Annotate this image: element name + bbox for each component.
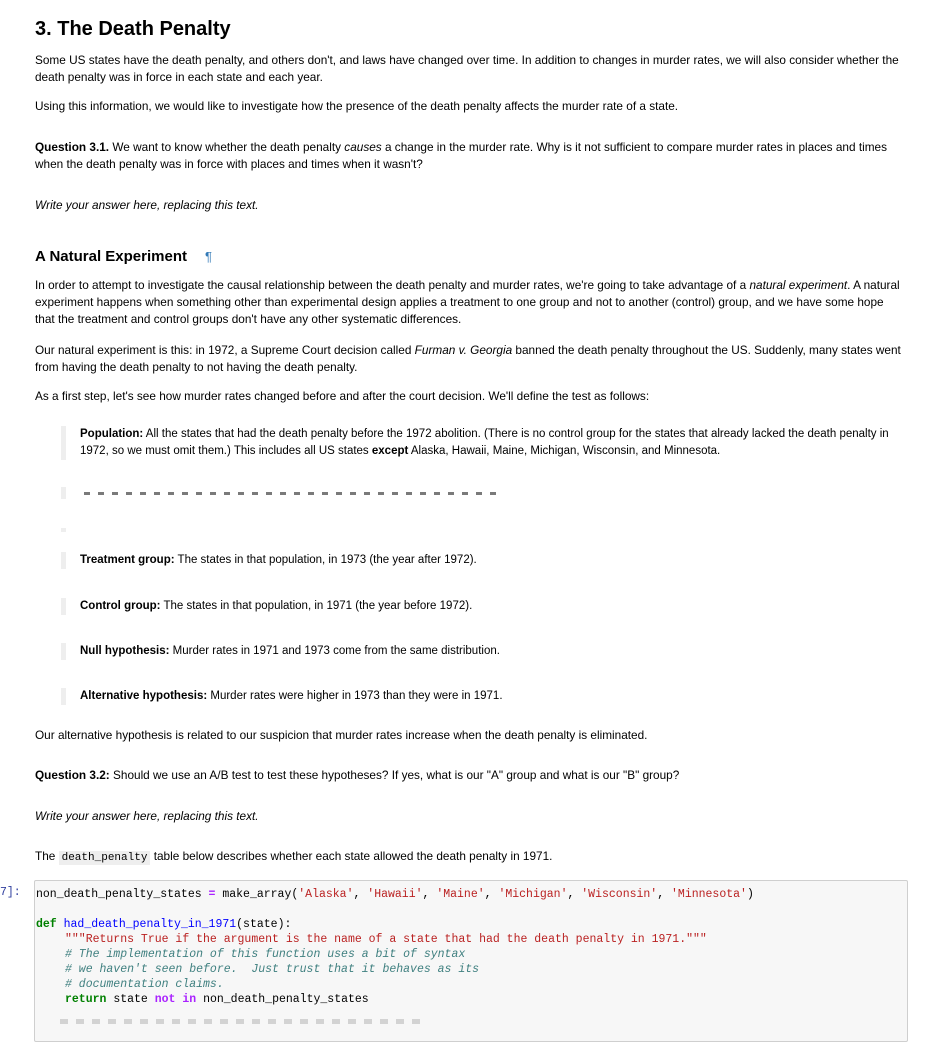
table-description-a: The <box>35 849 59 863</box>
table-description <box>35 848 905 867</box>
return-keyword: return <box>65 993 107 1006</box>
population-text-b: Alaska, Hawaii, Maine, Michigan, Wisconsin, and Minnesota. <box>408 445 721 457</box>
rendering-artifact <box>61 487 506 499</box>
question-3-1 <box>35 139 905 173</box>
intro-paragraph-1: Some US states have the death penalty, and others don't, and laws have changed over time. In addition to changes in murder rates, we will also consider whether the death penalty was in force in each state and each year. <box>35 53 899 84</box>
anchor-link-icon[interactable]: ¶ <box>205 249 212 264</box>
question-3-2 <box>35 767 905 784</box>
treatment-text: The states in that population, in 1973 (the year after 1972). <box>174 554 477 566</box>
code-line-def <box>35 917 291 932</box>
ne-p1-emphasis: natural experiment <box>749 278 848 292</box>
treatment-label: Treatment group: <box>80 554 175 566</box>
alt-label: Alternative hypothesis: <box>80 690 208 702</box>
natural-experiment-paragraph-3: As a first step, let's see how murder rates changed before and after the court decision. We'll define the test as follows: <box>35 389 650 403</box>
question-3-1-label: Question 3.1. <box>35 140 110 154</box>
table-description-b: table below describes whether each state allowed the death penalty in 1971. <box>150 849 553 863</box>
table-name-code: death_penalty <box>59 851 151 865</box>
state-wisconsin: 'Wisconsin' <box>581 888 658 901</box>
in-keyword: in <box>182 993 197 1006</box>
natural-experiment-paragraph-1 <box>35 277 905 328</box>
control-label: Control group: <box>80 600 161 612</box>
ne-p2-b: banned the death penalty throughout the US. Suddenly, many states went from having the death penalty to not having the death penalty. <box>35 343 901 374</box>
return-target: non_death_penalty_states <box>196 993 369 1006</box>
null-text: Murder rates in 1971 and 1973 come from the same distribution. <box>169 645 500 657</box>
state-michigan: 'Michigan' <box>498 888 568 901</box>
intro-paragraph-2: Using this information, we would like to investigate how the presence of the death penalty affects the murder rate of a state. <box>35 99 679 113</box>
ne-p2-a: Our natural experiment is this: in 1972, a Supreme Court decision called <box>35 343 415 357</box>
natural-experiment-heading <box>35 248 212 265</box>
control-text: The states in that population, in 1971 (the year before 1972). <box>160 600 473 612</box>
question-3-2-text: Should we use an A/B test to test these hypotheses? If yes, what is our "A" group and what is our "B" group? <box>109 768 680 782</box>
state-maine: 'Maine' <box>436 888 485 901</box>
question-3-1-text-b: a change in the murder rate. Why is it not sufficient to compare murder rates in places and times when the death penalty was in force with places and times when it wasn't? <box>35 140 888 171</box>
natural-experiment-paragraph-2 <box>35 342 905 376</box>
code-var-name: non_death_penalty_states <box>36 888 209 901</box>
section-title: 3. The Death Penalty <box>35 18 231 40</box>
function-name: had_death_penalty_in_1971 <box>63 918 237 931</box>
cut-off-code-line <box>60 1019 420 1024</box>
alternative-hypothesis-note: Our alternative hypothesis is related to our suspicion that murder rates increase when the death penalty is eliminated. <box>35 728 648 742</box>
population-label: Population: <box>80 428 144 440</box>
code-close-paren: ) <box>746 888 754 901</box>
null-label: Null hypothesis: <box>80 645 170 657</box>
code-line-return <box>65 992 369 1007</box>
ne-p2-case-name: Furman v. Georgia <box>414 343 513 357</box>
code-equals: = <box>208 888 216 901</box>
code-comment-2: # we haven't seen before. Just trust that it behaves as its <box>65 963 480 976</box>
state-minnesota: 'Minnesota' <box>671 888 747 901</box>
state-hawaii: 'Hawaii' <box>367 888 423 901</box>
rendering-artifact-strip <box>84 492 504 495</box>
natural-experiment-heading-text: A Natural Experiment <box>35 248 187 265</box>
population-except: except <box>371 445 409 457</box>
ne-p1-b: . A natural experiment happens when something other than experimental design applies a treatment to one group and not to another (control) group, and we have some hope that the treatment and control groups don't have any other systematic differences. <box>35 278 900 326</box>
alt-text: Murder rates were higher in 1973 than they were in 1971. <box>207 690 503 702</box>
cell-prompt: 7]: <box>0 886 21 899</box>
code-cell[interactable] <box>34 880 908 1042</box>
question-3-1-emphasis: causes <box>344 140 382 154</box>
question-3-2-label: Question 3.2: <box>35 768 110 782</box>
answer-placeholder-3-1[interactable]: Write your answer here, replacing this text. <box>35 198 259 212</box>
ne-p1-a: In order to attempt to investigate the causal relationship between the death penalty and murder rates, we're going to take advantage of a <box>35 278 750 292</box>
code-docstring: """Returns True if the argument is the name of a state that had the death penalty in 1971.""" <box>65 933 707 946</box>
function-args: (state): <box>236 918 292 931</box>
control-definition <box>61 598 900 615</box>
not-keyword: not <box>154 993 176 1006</box>
alternative-hypothesis-definition <box>61 688 900 705</box>
answer-placeholder-3-2[interactable]: Write your answer here, replacing this text. <box>35 809 259 823</box>
code-comment-1: # The implementation of this function uses a bit of syntax <box>65 948 466 961</box>
def-keyword: def <box>36 918 57 931</box>
code-line-array: non_death_penalty_states = make_array('Alaska', 'Hawaii', 'Maine', 'Michigan', 'Wisconsin', 'Minnesota') <box>36 888 754 901</box>
treatment-definition <box>61 552 900 569</box>
code-make-array: make_array( <box>215 888 299 901</box>
question-3-1-text-a: We want to know whether the death penalty <box>109 140 345 154</box>
code-comment-3: # documentation claims. <box>65 978 224 991</box>
null-hypothesis-definition <box>61 643 900 660</box>
blockquote-fragment <box>61 528 66 532</box>
state-alaska: 'Alaska' <box>298 888 354 901</box>
return-state: state <box>106 993 155 1006</box>
population-definition <box>61 426 900 460</box>
population-text-a: All the states that had the death penalty before the 1972 abolition. (There is no control group for the states that already lacked the death penalty in 1972, so we must omit them.) This includes all US states <box>80 428 889 457</box>
